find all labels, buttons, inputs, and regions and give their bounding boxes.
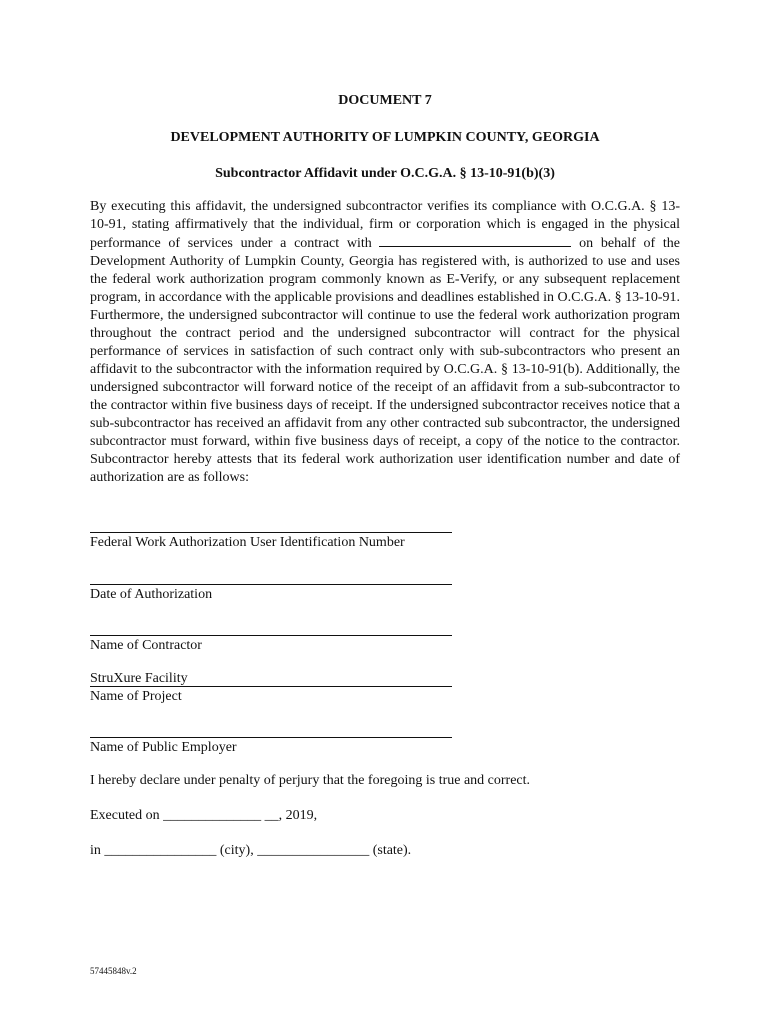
user-id-field — [90, 517, 452, 552]
contractor-label: Name of Contractor — [90, 638, 202, 653]
affidavit-body-part2: on behalf of the Development Authority of Lumpkin County, Georgia has registered with, is authorized to use and uses the federal work authorization program commonly known as E-Verify, or any subsequent replacement program, in accordance with the applicable provisions and deadlines established in O.C.G.A. § 13-10-91. Furthermore, the undersigned subcontractor will continue to use the federal work authorization program throughout the contract period and the undersigned subcontractor will contract for the physical performance of services in satisfaction of such contract only with sub-subcontractors who present an affidavit to the subcontractor with the information required by O.C.G.A. § 13-10-91(b). Additionally, the undersigned subcontractor will forward notice of the receipt of an affidavit from a sub-subcontractor to the contractor within five business days of receipt. If the undersigned subcontractor receives notice that a sub-subcontractor has received an affidavit from any other contracted sub subcontractor, the undersigned subcontractor must forward, within five business days of receipt, a copy of the notice to the contractor. Subcontractor hereby attests that its federal work authorization user identification number and date of authorization are as follows: — [90, 236, 681, 485]
contractor-field — [90, 620, 452, 655]
authority-heading: DEVELOPMENT AUTHORITY OF LUMPKIN COUNTY, GEORGIA — [170, 130, 600, 145]
executed-on-line: Executed on ______________ __, 2019, — [90, 808, 318, 823]
execution-location-line: in ________________ (city), ________________ (state). — [90, 843, 412, 858]
employer-label: Name of Public Employer — [90, 740, 237, 755]
affidavit-body — [90, 198, 680, 487]
user-id-input[interactable] — [90, 517, 452, 533]
affidavit-body-part1: By executing this affidavit, the undersigned subcontractor verifies its compliance with O.C.G.A. § 13-10-91, stating affirmatively that the individual, firm or corporation which is engaged in the physical performance of services under a contract with — [90, 199, 680, 251]
employer-input[interactable] — [90, 722, 452, 738]
auth-date-input[interactable] — [90, 569, 452, 585]
project-field — [90, 671, 452, 706]
contractor-input[interactable] — [90, 620, 452, 636]
employer-field — [90, 722, 452, 757]
project-label: Name of Project — [90, 689, 182, 704]
project-input[interactable]: StruXure Facility — [90, 671, 452, 687]
footer-document-code: 57445848v.2 — [90, 966, 137, 976]
perjury-declaration: I hereby declare under penalty of perjury that the foregoing is true and correct. — [90, 773, 531, 788]
document-number: DOCUMENT 7 — [338, 93, 432, 108]
auth-date-field — [90, 569, 452, 604]
contract-party-blank[interactable] — [379, 234, 571, 247]
affidavit-subtitle: Subcontractor Affidavit under O.C.G.A. § 13-10-91(b)(3) — [215, 166, 555, 181]
user-id-label: Federal Work Authorization User Identification Number — [90, 535, 405, 550]
auth-date-label: Date of Authorization — [90, 587, 213, 602]
